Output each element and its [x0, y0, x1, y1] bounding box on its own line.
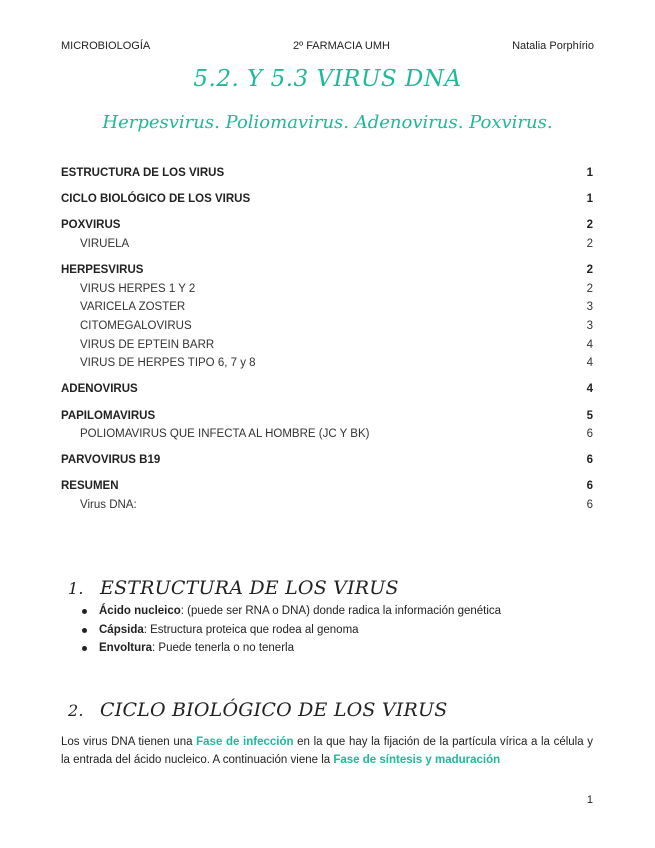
section-2-paragraph	[61, 733, 593, 769]
section-1-number: 1.	[68, 579, 84, 598]
toc-entry-page: 2	[586, 282, 593, 295]
toc-entry-page: 4	[586, 357, 593, 370]
toc-entry[interactable]	[61, 427, 593, 446]
toc-entry[interactable]	[61, 498, 593, 517]
document-subtitle: Herpesvirus. Poliomavirus. Adenovirus. Poxvirus.	[102, 112, 553, 133]
header-subject: MICROBIOLOGÍA	[61, 40, 151, 52]
page-header	[61, 40, 594, 54]
document-title: 5.2. Y 5.3 VIRUS DNA	[193, 66, 462, 92]
toc-entry-label: HERPESVIRUS	[61, 264, 144, 277]
table-of-contents	[61, 166, 593, 517]
toc-entry[interactable]	[61, 263, 593, 282]
toc-entry-label: Virus DNA:	[80, 499, 137, 512]
bullet-term: Envoltura	[99, 642, 153, 654]
toc-entry-label: VIRUS DE EPTEIN BARR	[80, 338, 215, 351]
bullet-text: : Puede tenerla o no tenerla	[152, 642, 294, 654]
highlight-term: Fase de síntesis y maduración	[333, 754, 501, 766]
paragraph-text: Los virus DNA tienen una	[61, 736, 197, 748]
toc-entry[interactable]	[61, 338, 593, 357]
toc-entry-page: 1	[586, 193, 593, 206]
bullet-icon	[82, 628, 87, 633]
toc-entry-page: 6	[586, 454, 593, 467]
toc-entry-label: CICLO BIOLÓGICO DE LOS VIRUS	[61, 193, 251, 206]
toc-entry-label: ADENOVIRUS	[61, 383, 138, 396]
toc-entry[interactable]	[61, 356, 593, 375]
toc-entry-page: 3	[586, 319, 593, 332]
list-item	[82, 623, 501, 642]
section-2-number: 2.	[68, 701, 84, 720]
toc-entry[interactable]	[61, 453, 593, 472]
section-2-heading	[68, 699, 447, 721]
highlight-term: Fase de infección	[196, 736, 294, 748]
toc-entry-page: 6	[586, 428, 593, 441]
toc-entry-label: PARVOVIRUS B19	[61, 454, 161, 467]
toc-entry[interactable]	[61, 382, 593, 401]
toc-entry[interactable]	[61, 166, 593, 185]
list-item	[82, 604, 501, 623]
toc-entry[interactable]	[61, 409, 593, 428]
toc-entry-label: RESUMEN	[61, 480, 119, 493]
bullet-term: Ácido nucleico	[99, 605, 181, 617]
list-item	[82, 641, 501, 660]
toc-entry-label: POXVIRUS	[61, 219, 121, 232]
toc-entry-page: 3	[586, 301, 593, 314]
toc-entry-page: 4	[586, 383, 593, 396]
bullet-text: : (puede ser RNA o DNA) donde radica la información genética	[180, 605, 502, 617]
toc-entry-page: 1	[586, 167, 593, 179]
toc-entry[interactable]	[61, 282, 593, 301]
toc-entry-page: 5	[586, 409, 593, 422]
toc-entry-page: 2	[586, 264, 593, 277]
section-2-title: CICLO BIOLÓGICO DE LOS VIRUS	[100, 699, 448, 721]
toc-entry[interactable]	[61, 192, 593, 211]
toc-entry[interactable]	[61, 218, 593, 237]
bullet-icon	[82, 646, 87, 651]
toc-entry-page: 2	[586, 237, 593, 250]
toc-entry-label: PAPILOMAVIRUS	[61, 409, 156, 422]
toc-entry-page: 2	[586, 219, 593, 232]
toc-entry-page: 4	[586, 338, 593, 351]
bullet-text: : Estructura proteica que rodea al genoma	[143, 623, 359, 636]
toc-entry[interactable]	[61, 300, 593, 319]
header-course: 2º FARMACIA UMH	[293, 40, 390, 52]
toc-entry-label: VIRUS DE HERPES TIPO 6, 7 y 8	[80, 357, 256, 370]
toc-entry-page: 6	[586, 480, 593, 493]
header-author: Natalia Porphírio	[512, 40, 594, 52]
section-1-title: ESTRUCTURA DE LOS VIRUS	[100, 577, 399, 599]
paragraph-text: en la que hay la fijación de la partícula vírica a la célula y la entrada del ácido nucleico. A continuación viene la	[61, 736, 593, 766]
bullet-term: Cápsida	[99, 623, 144, 636]
toc-entry[interactable]	[61, 479, 593, 498]
bullet-icon	[82, 609, 87, 614]
page-number: 1	[586, 794, 593, 806]
toc-entry-label: POLIOMAVIRUS QUE INFECTA AL HOMBRE (JC Y BK)	[80, 428, 370, 441]
toc-entry[interactable]	[61, 319, 593, 338]
section-1-heading	[68, 577, 399, 599]
toc-entry-label: VIRUELA	[80, 237, 130, 250]
toc-entry-label: VIRUS HERPES 1 Y 2	[80, 282, 196, 295]
toc-entry[interactable]	[61, 237, 593, 256]
toc-entry-label: ESTRUCTURA DE LOS VIRUS	[61, 167, 225, 179]
toc-entry-page: 6	[586, 499, 593, 512]
toc-entry-label: VARICELA ZOSTER	[80, 301, 186, 314]
section-1-bullet-list	[82, 604, 501, 660]
toc-entry-label: CITOMEGALOVIRUS	[80, 319, 192, 332]
